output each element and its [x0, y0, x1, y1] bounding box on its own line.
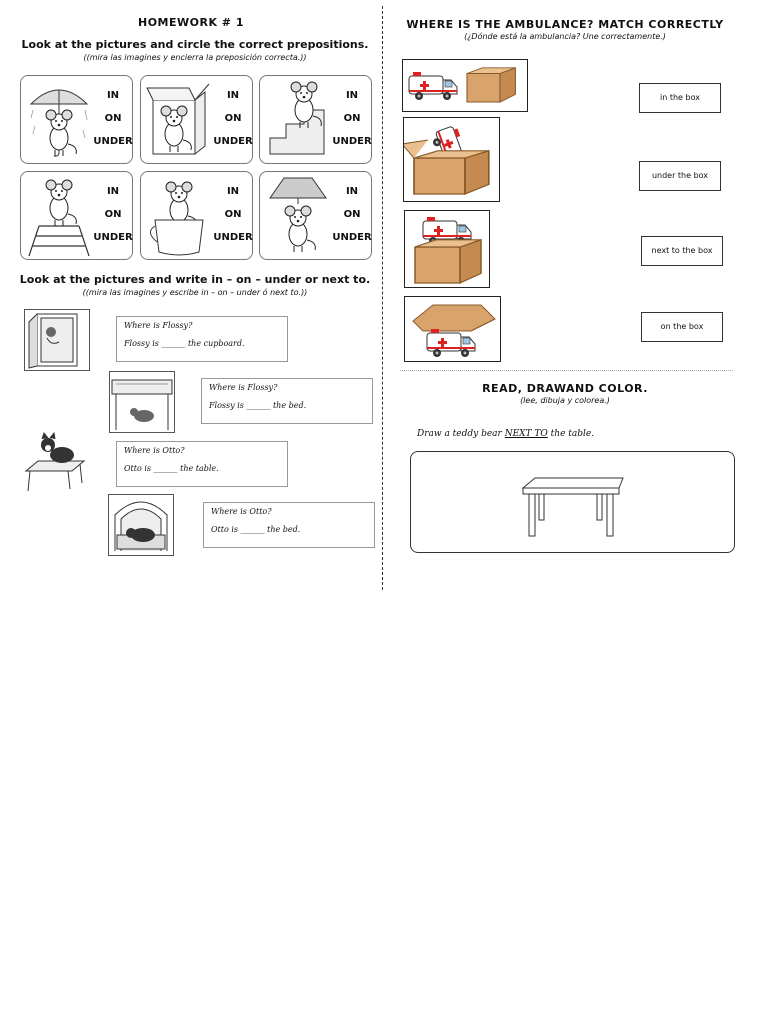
section1-instruction: Look at the pictures and circle the correct prepositions. [21, 38, 369, 51]
mouse-in-box-illustration [145, 80, 213, 162]
otto-bed-picture [108, 494, 174, 556]
section-separator [400, 370, 733, 371]
option-on[interactable]: ON [104, 209, 122, 220]
flossy-bed-picture [109, 371, 175, 433]
preposition-options [332, 180, 372, 249]
section1-translation: ((mira las imagines y encierra la preposición correcta.)) [83, 53, 307, 62]
question-text: Where is Flossy? [124, 321, 193, 330]
mouse-under-umbrella-illustration [25, 80, 93, 162]
match-option-in-the-box[interactable]: in the box [639, 83, 721, 113]
question-box-1 [116, 316, 288, 362]
bed-illustration [110, 372, 174, 432]
ambulance-in-box-picture [403, 117, 500, 202]
question-box-2 [201, 378, 373, 424]
section2-instruction: Look at the pictures and write in – on – under or next to. [19, 273, 371, 286]
option-on[interactable]: ON [224, 209, 242, 220]
flossy-cupboard-picture [24, 309, 90, 371]
option-in[interactable]: IN [345, 186, 359, 197]
option-under[interactable]: UNDER [93, 232, 133, 243]
cat-in-bed-illustration [109, 495, 173, 555]
option-under[interactable]: UNDER [332, 232, 372, 243]
option-in[interactable]: IN [345, 90, 359, 101]
option-on[interactable]: ON [224, 113, 242, 124]
answer-line[interactable]: Flossy is ______ the bed. [209, 401, 307, 410]
draw-instruction-after: the table. [547, 429, 595, 439]
homework-title: HOMEWORK # 1 [137, 16, 245, 29]
question-text: Where is Otto? [124, 446, 185, 455]
cat-on-table-illustration [22, 431, 88, 493]
draw-instruction [417, 429, 594, 439]
option-in[interactable]: IN [106, 186, 120, 197]
ambulance-under-box-illustration [405, 297, 500, 360]
question-text: Where is Otto? [211, 507, 272, 516]
question-box-3 [116, 441, 288, 487]
ambulance-on-box-illustration [405, 211, 489, 286]
answer-line[interactable]: Flossy is ______ the cupboard. [124, 339, 245, 348]
answer-line[interactable]: Otto is ______ the table. [124, 464, 219, 473]
option-on[interactable]: ON [343, 209, 361, 220]
preposition-card-umbrella [20, 75, 133, 164]
draw-instruction-emphasis: NEXT TO [504, 429, 548, 439]
question-text: Where is Flossy? [209, 383, 278, 392]
draw-instruction-before: Draw a teddy bear [417, 429, 505, 439]
option-on[interactable]: ON [343, 113, 361, 124]
match-option-next-to-the-box[interactable]: next to the box [641, 236, 723, 266]
page-divider [382, 6, 383, 590]
match-option-on-the-box[interactable]: on the box [641, 312, 723, 342]
ambulance-next-to-box-picture [402, 59, 528, 112]
preposition-card-stairs [259, 75, 372, 164]
option-under[interactable]: UNDER [332, 136, 372, 147]
draw-section-title: READ, DRAWAND COLOR. [482, 382, 648, 395]
drawing-area[interactable] [410, 451, 735, 553]
question-box-4 [203, 502, 375, 548]
option-under[interactable]: UNDER [213, 136, 253, 147]
answer-line[interactable]: Otto is ______ the bed. [211, 525, 301, 534]
preposition-options [332, 84, 372, 153]
ambulance-next-to-box-illustration [403, 60, 527, 110]
cupboard-illustration [25, 310, 89, 370]
table-illustration [519, 474, 639, 544]
ambulance-under-box-picture [404, 296, 501, 362]
option-in[interactable]: IN [106, 90, 120, 101]
ambulance-on-box-picture [404, 210, 490, 288]
mouse-on-stairs-illustration [264, 80, 332, 162]
preposition-card-cup [140, 171, 253, 260]
section2-translation: ((mira las imagines y escribe in – on – under ó next to.)) [82, 288, 308, 297]
preposition-options [93, 84, 133, 153]
preposition-card-box [140, 75, 253, 164]
draw-section-translation: (lee, dibuja y colorea.) [520, 396, 610, 405]
option-in[interactable]: IN [226, 186, 240, 197]
mouse-under-lamp-illustration [264, 176, 332, 258]
ambulance-in-box-illustration [404, 118, 499, 200]
preposition-options [213, 84, 253, 153]
preposition-options [213, 180, 253, 249]
option-on[interactable]: ON [104, 113, 122, 124]
option-in[interactable]: IN [226, 90, 240, 101]
otto-table-picture [22, 431, 88, 493]
mouse-in-cup-illustration [145, 176, 213, 258]
match-option-under-the-box[interactable]: under the box [639, 161, 721, 191]
ambulance-section-translation: (¿Dónde está la ambulancia? Une correctamente.) [464, 32, 666, 41]
preposition-card-lamp [259, 171, 372, 260]
mouse-on-ladder-illustration [25, 176, 93, 258]
option-under[interactable]: UNDER [93, 136, 133, 147]
preposition-options [93, 180, 133, 249]
ambulance-section-title: WHERE IS THE AMBULANCE? MATCH CORRECTLY [406, 18, 724, 31]
option-under[interactable]: UNDER [213, 232, 253, 243]
preposition-card-ladder [20, 171, 133, 260]
